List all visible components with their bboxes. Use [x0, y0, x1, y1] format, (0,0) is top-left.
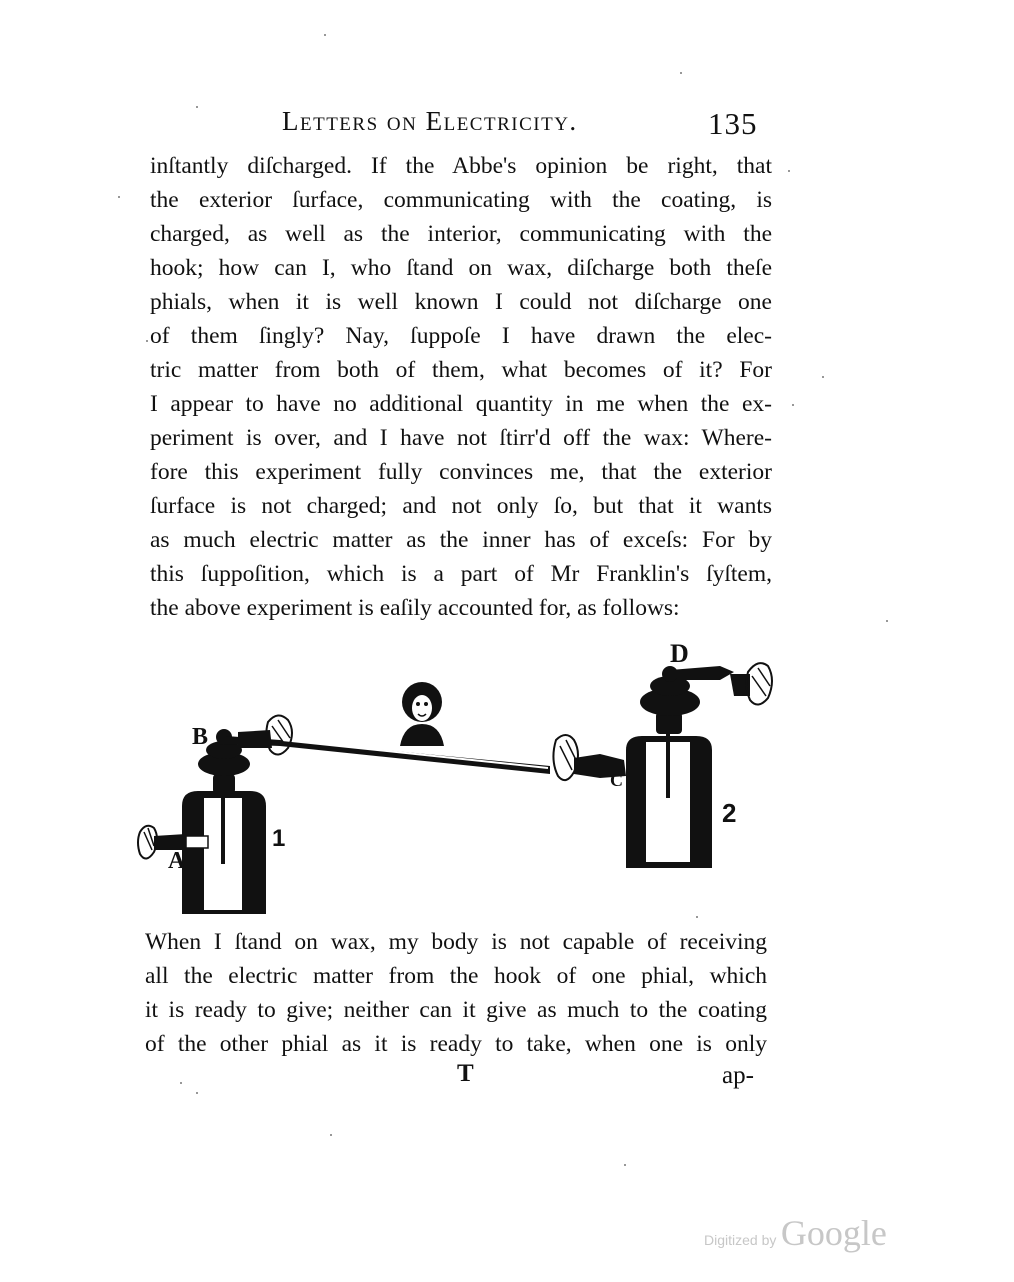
label-a: A: [168, 848, 186, 874]
watermark-prefix: Digitized by: [704, 1232, 777, 1248]
page-number: 135: [708, 106, 758, 141]
scan-speck: [118, 196, 120, 198]
scan-speck: [886, 620, 888, 622]
scan-speck: [196, 1092, 198, 1094]
label-d: D: [670, 639, 689, 668]
paragraph-1: [150, 149, 772, 625]
text-line: this ſuppoſition, which is a part of Mr Franklin's ſyſtem,: [150, 561, 772, 587]
text-line: tric matter from both of them, what becomes of it? For: [150, 357, 772, 383]
text-line: I appear to have no additional quantity in me when the ex-: [150, 391, 772, 417]
text-line: ſurface is not charged; and not only ſo, but that it wants: [150, 493, 772, 519]
text-line: fore this experiment fully convinces me, that the exterior: [150, 459, 772, 485]
text-line: of them ſingly? Nay, ſuppoſe I have drawn the elec-: [150, 323, 772, 349]
phial-2: [626, 666, 712, 868]
scan-speck: [792, 404, 794, 406]
scan-speck: [324, 34, 326, 36]
conducting-rod: [226, 736, 550, 774]
scan-speck: [788, 170, 790, 172]
scan-speck: [624, 1164, 626, 1166]
text-line: charged, as well as the interior, communicating with the: [150, 221, 772, 247]
scan-speck: [196, 106, 198, 108]
scan-speck: [680, 72, 682, 74]
text-line: as much electric matter as the inner has of exceſs: For by: [150, 527, 772, 553]
paragraph-2: [145, 925, 767, 1061]
scan-speck: [696, 916, 698, 918]
text-line: the exterior ſurface, communicating with the coating, is: [150, 187, 772, 213]
phial-2-number: 2: [722, 798, 737, 828]
text-line: periment is over, and I have not ſtirr'd off the wax: Where-: [150, 425, 772, 451]
scan-speck: [330, 1134, 332, 1136]
leyden-phial-illustration: [130, 636, 780, 926]
label-b: B: [192, 724, 209, 750]
signature-mark: T: [457, 1060, 474, 1087]
phial-1: [182, 729, 266, 914]
catchword: ap-: [722, 1062, 754, 1089]
scan-speck: [180, 1082, 182, 1084]
text-line: of the other phial as it is ready to take, when one is only: [145, 1031, 767, 1057]
text-line: When I ſtand on wax, my body is not capable of receiving: [145, 929, 767, 955]
head-figure-icon: [400, 682, 444, 746]
hand-b-icon: [238, 715, 292, 754]
label-c: C: [610, 770, 623, 790]
running-header-title: Letters on Electricity.: [282, 106, 578, 136]
watermark-brand: Google: [780, 1213, 887, 1253]
text-line: the above experiment is eaſily accounted for, as follows:: [150, 595, 680, 621]
text-line: hook; how can I, who ſtand on wax, diſcharge both theſe: [150, 255, 772, 281]
text-line: all the electric matter from the hook of one phial, which: [145, 963, 767, 989]
text-line: it is ready to give; neither can it give as much to the coating: [145, 997, 767, 1023]
scan-speck: [146, 340, 148, 342]
digitized-by-google-watermark: [704, 1212, 887, 1254]
text-line: phials, when it is well known I could not diſcharge one: [150, 289, 772, 315]
text-line: inſtantly diſcharged. If the Abbe's opinion be right, that: [150, 153, 772, 179]
scan-speck: [822, 376, 824, 378]
phial-1-number: 1: [272, 825, 286, 852]
